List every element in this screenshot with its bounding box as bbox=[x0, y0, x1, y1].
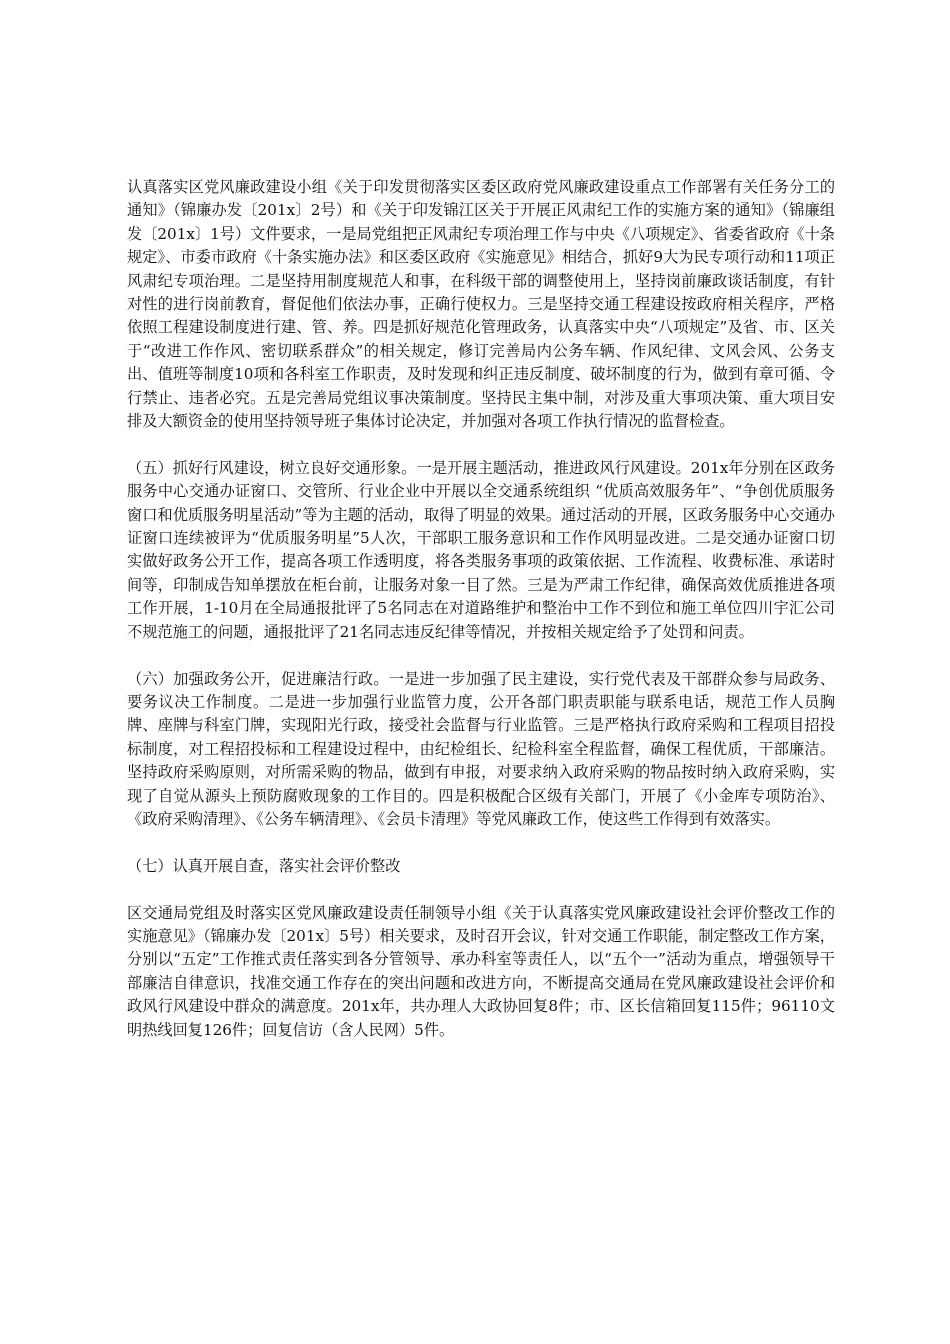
paragraph-discipline-rectification: 认真落实区党风廉政建设小组《关于印发贯彻落实区委区政府党风廉政建设重点工作部署有关任务分工的通知》（锦廉办发〔201x〕2号）和《关于印发锦江区关于开展正风肃纪工作的实施方案的通知》（锦廉组发〔201x〕1号）文件要求，一是局党组把正风肃纪专项治理工作与中央《八项规定》、省委省政府《十条规定》、市委市政府《十条实施办法》和区委区政府《实施意见》相结合，抓好9大为民专项行动和11项正风肃纪专项治理。二是坚持用制度规范人和事，在科级干部的调整使用上，坚持岗前廉政谈话制度，有针对性的进行岗前教育，督促他们依法办事，正确行使权力。三是坚持交通工程建设按政府相关程序，严格依照工程建设制度进行建、管、养。四是抓好规范化管理政务，认真落实中央“八项规定”及省、市、区关于“改进工作作风、密切联系群众”的相关规定，修订完善局内公务车辆、作风纪律、文风会风、公务支出、值班等制度10项和各科室工作职责，及时发现和纠正违反制度、破坏制度的行为，做到有章可循、令行禁止、违者必究。五是完善局党组议事决策制度。坚持民主集中制，对涉及重大事项决策、重大项目安排及大额资金的使用坚持领导班子集体讨论决定，并加强对各项工作执行情况的监督检查。 bbox=[127, 178, 835, 431]
paragraph-section-6-transparency: （六）加强政务公开，促进廉洁行政。一是进一步加强了民主建设，实行党代表及干部群众参与局政务、要务议决工作制度。二是进一步加强行业监管力度，公开各部门职责职能与联系电话，规范工作人员胸牌、座牌与科室门牌，实现阳光行政，接受社会监督与行业监管。三是严格执行政府采购和工程项目招投标制度，对工程招投标和工程建设过程中，由纪检组长、纪检科室全程监督，确保工程优质，干部廉洁。坚持政府采购原则，对所需采购的物品，做到有申报，对要求纳入政府采购的物品按时纳入政府采购，实现了自觉从源头上预防腐败现象的工作目的。四是积极配合区级有关部门，开展了《小金库专项防治》、《政府采购清理》、《公务车辆清理》、《会员卡清理》等党风廉政工作，使这些工作得到有效落实。 bbox=[127, 669, 835, 828]
document-page bbox=[127, 176, 835, 1065]
paragraph-section-7-self-inspection: 区交通局党组及时落实区党风廉政建设责任制领导小组《关于认真落实党风廉政建设社会评价整改工作的实施意见》（锦廉办发〔201x〕5号）相关要求，及时召开会议，针对交通工作职能，制定整改工作方案，分别以“五定”工作推式责任落实到各分管领导、承办科室等责任人，以“五个一”活动为重点，增强领导干部廉洁自律意识，找准交通工作存在的突出问题和改进方向，不断提高交通局在党风廉政建设社会评价和政风行风建设中群众的满意度。201x年，共办理人大政协回复8件；市、区长信箱回复115件；96110文明热线回复126件；回复信访（含人民网）5件。 bbox=[127, 903, 835, 1039]
paragraph-section-5-conduct: （五）抓好行风建设，树立良好交通形象。一是开展主题活动，推进政风行风建设。201x年分别在区政务服务中心交通办证窗口、交管所、行业企业中开展以全交通系统组织 “优质高效服务年”、“争创优质服务窗口和优质服务明星活动”等为主题的活动，取得了明显的效果。通过活动的开展，区政务服务中心交通办证窗口连续被评为“优质服务明星”5人次，干部职工服务意识和工作作风明显改进。二是交通办证窗口切实做好政务公开工作，提高各项工作透明度，将各类服务事项的政策依据、工作流程、收费标准、承诺时间等，印制成告知单摆放在柜台前，让服务对象一目了然。三是为严肃工作纪律，确保高效优质推进各项工作开展，1-10月在全局通报批评了5名同志在对道路维护和整治中工作不到位和施工单位四川宇汇公司不规范施工的问题，通报批评了21名同志违反纪律等情况，并按相关规定给予了处罚和问责。 bbox=[127, 458, 835, 641]
section-7-heading: （七）认真开展自查，落实社会评价整改 bbox=[127, 856, 401, 875]
